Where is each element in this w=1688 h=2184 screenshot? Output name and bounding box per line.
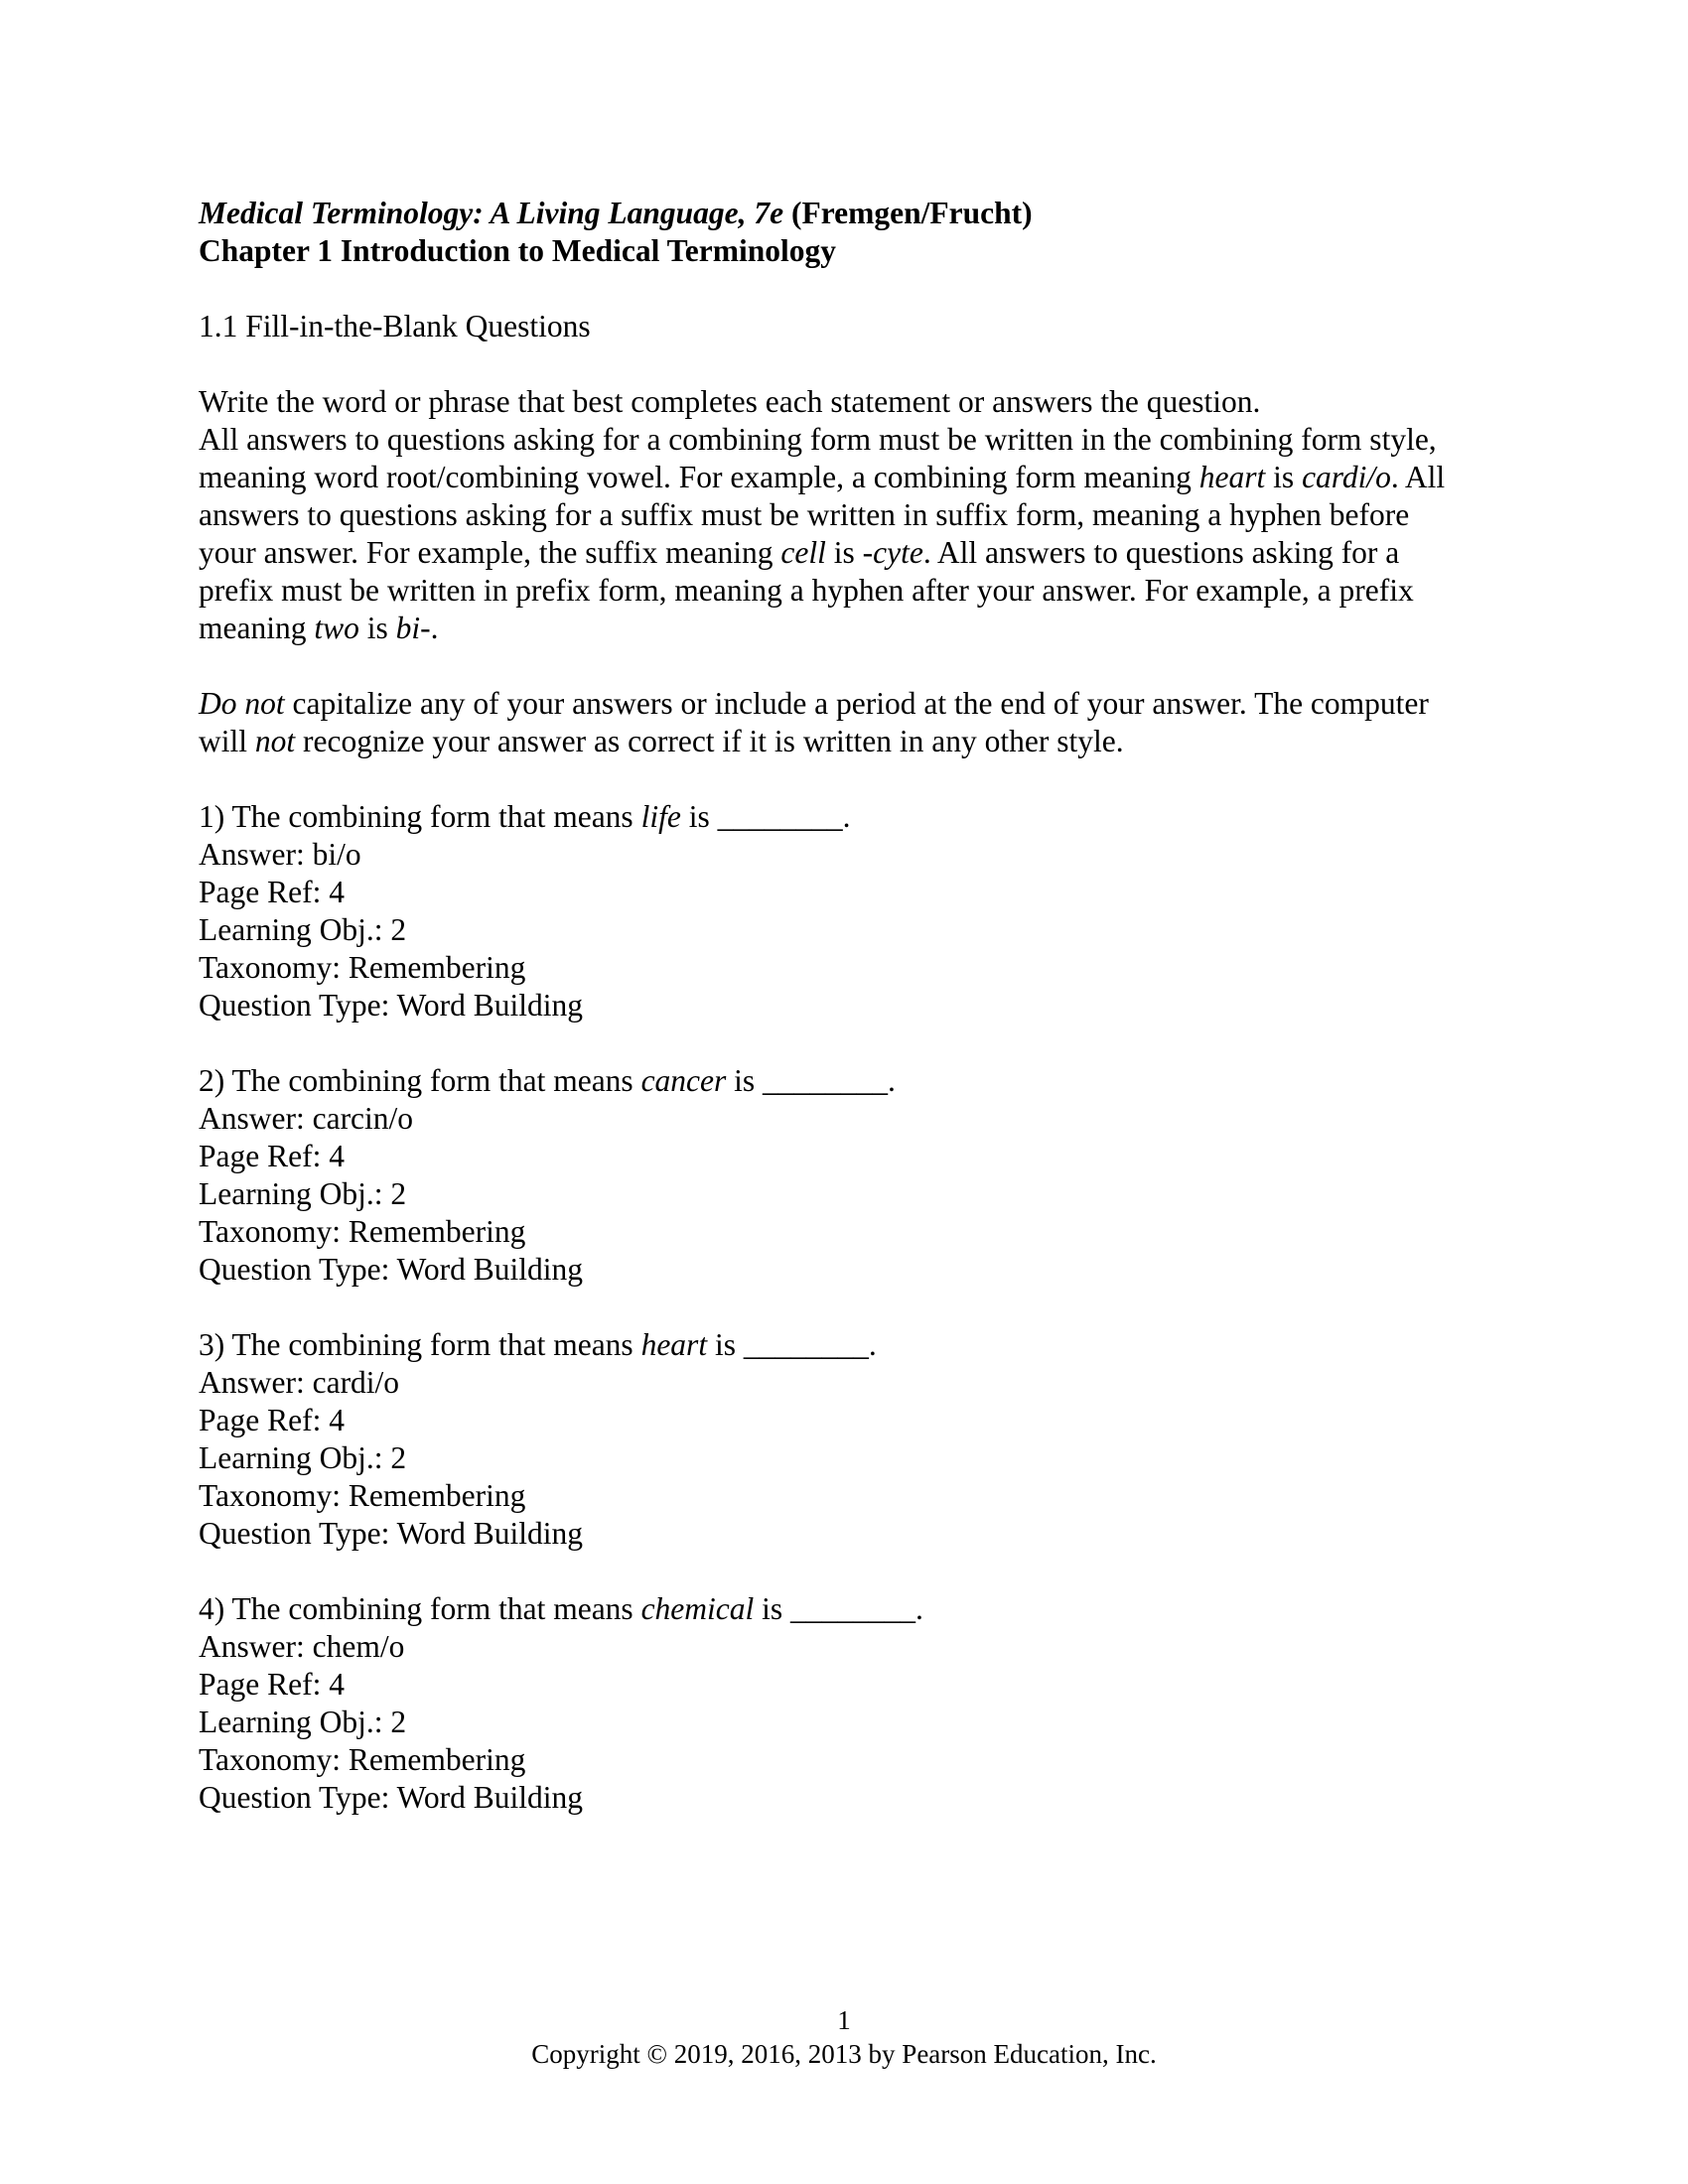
page-ref: Page Ref: 4 (199, 875, 345, 909)
instructions-paragraph (199, 383, 1450, 647)
example-term: heart (1198, 460, 1266, 494)
learning-obj: Learning Obj.: 2 (199, 912, 407, 947)
instruction-text: All answers to questions asking for a combining form must be written in the combining form style, meaning word root/combining vowel. For example, a combining form meaning (199, 422, 1437, 494)
question-2 (199, 1062, 1489, 1289)
page-ref: Page Ref: 4 (199, 1403, 345, 1437)
page-ref: Page Ref: 4 (199, 1667, 345, 1702)
answer: Answer: cardi/o (199, 1365, 400, 1400)
example-term: cell (780, 535, 826, 570)
question-stem: 2) The combining form that means cancer is ________. (199, 1063, 896, 1098)
answer: Answer: chem/o (199, 1629, 405, 1664)
question-type: Question Type: Word Building (199, 1252, 583, 1287)
question-4 (199, 1590, 1489, 1817)
learning-obj: Learning Obj.: 2 (199, 1176, 407, 1211)
example-term: two (314, 611, 359, 645)
instruction-text: capitalize any of your answers or include a period at the end of your answer. The computer will (199, 686, 1429, 758)
chapter-title: Chapter 1 Introduction to Medical Terminology (199, 233, 836, 268)
book-title-line (199, 195, 1489, 232)
learning-obj: Learning Obj.: 2 (199, 1440, 407, 1475)
section-heading: 1.1 Fill-in-the-Blank Questions (199, 309, 591, 343)
question-1 (199, 798, 1489, 1024)
question-stem: 1) The combining form that means life is ________. (199, 799, 851, 834)
emphasis-text: not (254, 724, 296, 758)
example-term: cardi/o (1302, 460, 1391, 494)
instruction-text: . (430, 611, 439, 645)
instruction-text: recognize your answer as correct if it is written in any other style. (295, 724, 1124, 758)
taxonomy: Taxonomy: Remembering (199, 1214, 526, 1249)
instruction-text: is (358, 611, 396, 645)
taxonomy: Taxonomy: Remembering (199, 950, 526, 985)
page-footer (0, 2003, 1688, 2071)
page-number: 1 (837, 2005, 851, 2035)
example-term: bi- (395, 611, 431, 645)
answer: Answer: carcin/o (199, 1101, 414, 1136)
book-title: Medical Terminology: A Living Language, 7e (199, 196, 784, 230)
taxonomy: Taxonomy: Remembering (199, 1742, 526, 1777)
question-term: heart (640, 1327, 708, 1362)
question-type: Question Type: Word Building (199, 1780, 583, 1815)
question-term: chemical (640, 1591, 755, 1626)
taxonomy: Taxonomy: Remembering (199, 1478, 526, 1513)
answer: Answer: bi/o (199, 837, 361, 872)
question-3 (199, 1326, 1489, 1553)
instruction-text: . All answers to questions asking for a suffix must be written in suffix form, meaning a hyphen before your answer. For example, the suffix meaning (199, 460, 1446, 570)
question-stem: 4) The combining form that means chemical is ________. (199, 1591, 923, 1626)
page-ref: Page Ref: 4 (199, 1139, 345, 1173)
instruction-text: Write the word or phrase that best completes each statement or answers the question. (199, 384, 1261, 419)
question-type: Question Type: Word Building (199, 988, 583, 1023)
copyright-notice: Copyright © 2019, 2016, 2013 by Pearson Education, Inc. (531, 2039, 1157, 2069)
emphasis-text: Do not (199, 686, 285, 721)
learning-obj: Learning Obj.: 2 (199, 1705, 407, 1739)
question-term: cancer (640, 1063, 727, 1098)
instruction-text: . All answers to questions asking for a prefix must be written in prefix form, meaning a hyphen after your answer. For example, a prefix meaning (199, 535, 1414, 645)
instruction-text: is (825, 535, 863, 570)
instruction-text: is (1265, 460, 1303, 494)
authors: (Fremgen/Frucht) (791, 196, 1033, 230)
question-term: life (640, 799, 681, 834)
document-page (199, 195, 1489, 1854)
question-stem: 3) The combining form that means heart is ________. (199, 1327, 877, 1362)
example-term: -cyte (862, 535, 923, 570)
style-note-paragraph (199, 685, 1450, 760)
question-type: Question Type: Word Building (199, 1516, 583, 1551)
